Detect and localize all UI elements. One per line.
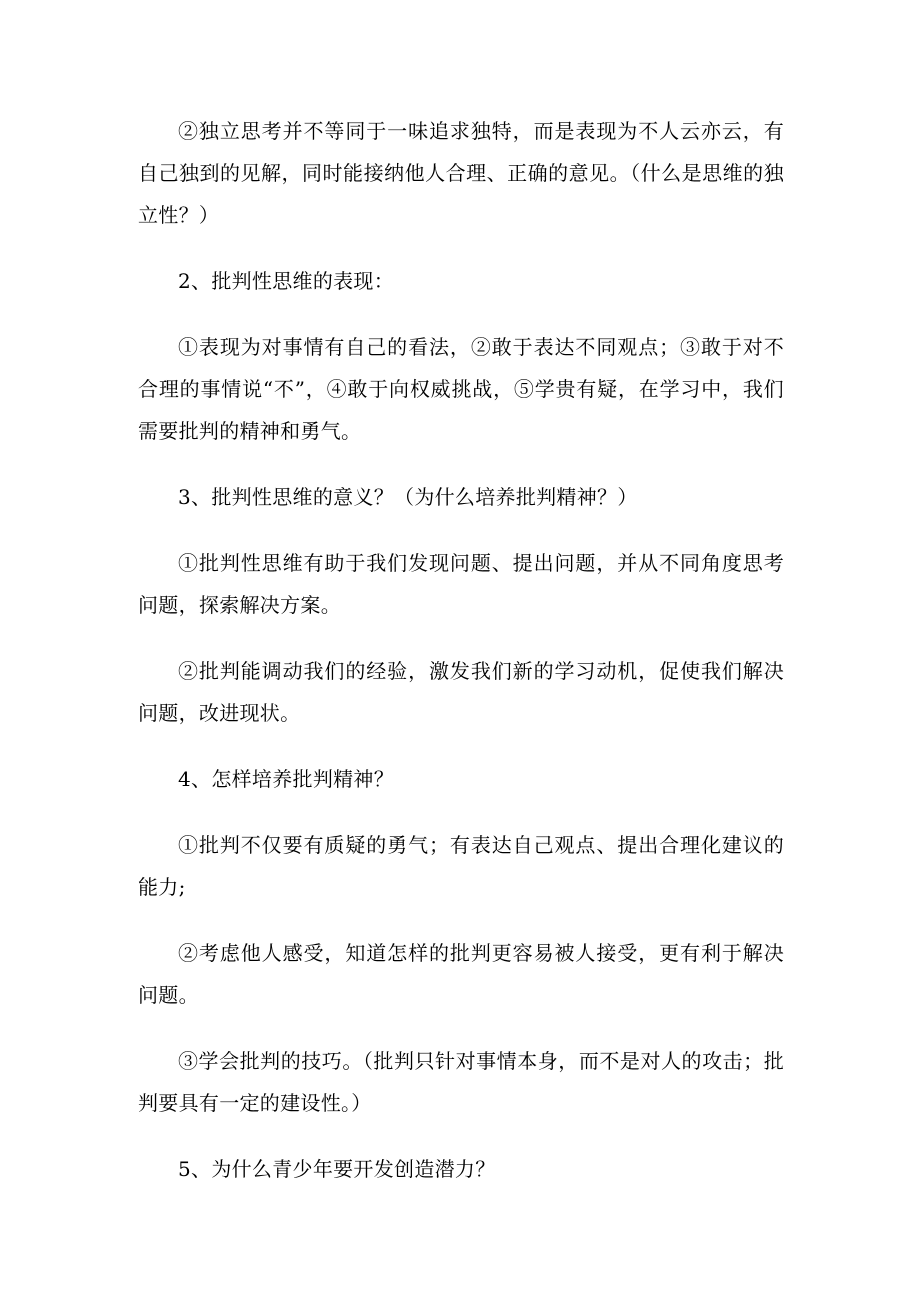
heading-critical-thinking-expression: 2、批判性思维的表现： <box>178 269 395 293</box>
document-body <box>138 110 784 1214</box>
paragraph-independence: ②独立思考并不等同于一味追求独特，而是表现为不人云亦云，有自己独到的见解，同时能接纳他人合理、正确的意见。（什么是思维的独立性？） <box>138 119 784 227</box>
paragraph-cultivate-2: ②考虑他人感受，知道怎样的批判更容易被人接受，更有利于解决问题。 <box>138 941 784 1007</box>
paragraph-cultivate-3: ③学会批判的技巧。（批判只针对事情本身，而不是对人的攻击；批判要具有一定的建设性。） <box>138 1049 784 1115</box>
paragraph-critical-thinking-expression: ①表现为对事情有自己的看法，②敢于表达不同观点；③敢于对不合理的事情说“不”，④敢于向权威挑战，⑤学贵有疑，在学习中，我们需要批判的精神和勇气。 <box>138 335 784 443</box>
heading-critical-thinking-meaning: 3、批判性思维的意义？（为什么培养批判精神？） <box>178 485 638 509</box>
paragraph-meaning-2: ②批判能调动我们的经验，激发我们新的学习动机，促使我们解决问题，改进现状。 <box>138 659 784 725</box>
heading-creative-potential: 5、为什么青少年要开发创造潜力？ <box>178 1157 496 1181</box>
heading-cultivate-critical-spirit: 4、怎样培养批判精神？ <box>178 767 395 791</box>
paragraph-cultivate-1: ①批判不仅要有质疑的勇气；有表达自己观点、提出合理化建议的能力; <box>138 833 784 899</box>
paragraph-meaning-1: ①批判性思维有助于我们发现问题、提出问题，并从不同角度思考问题，探索解决方案。 <box>138 551 784 617</box>
